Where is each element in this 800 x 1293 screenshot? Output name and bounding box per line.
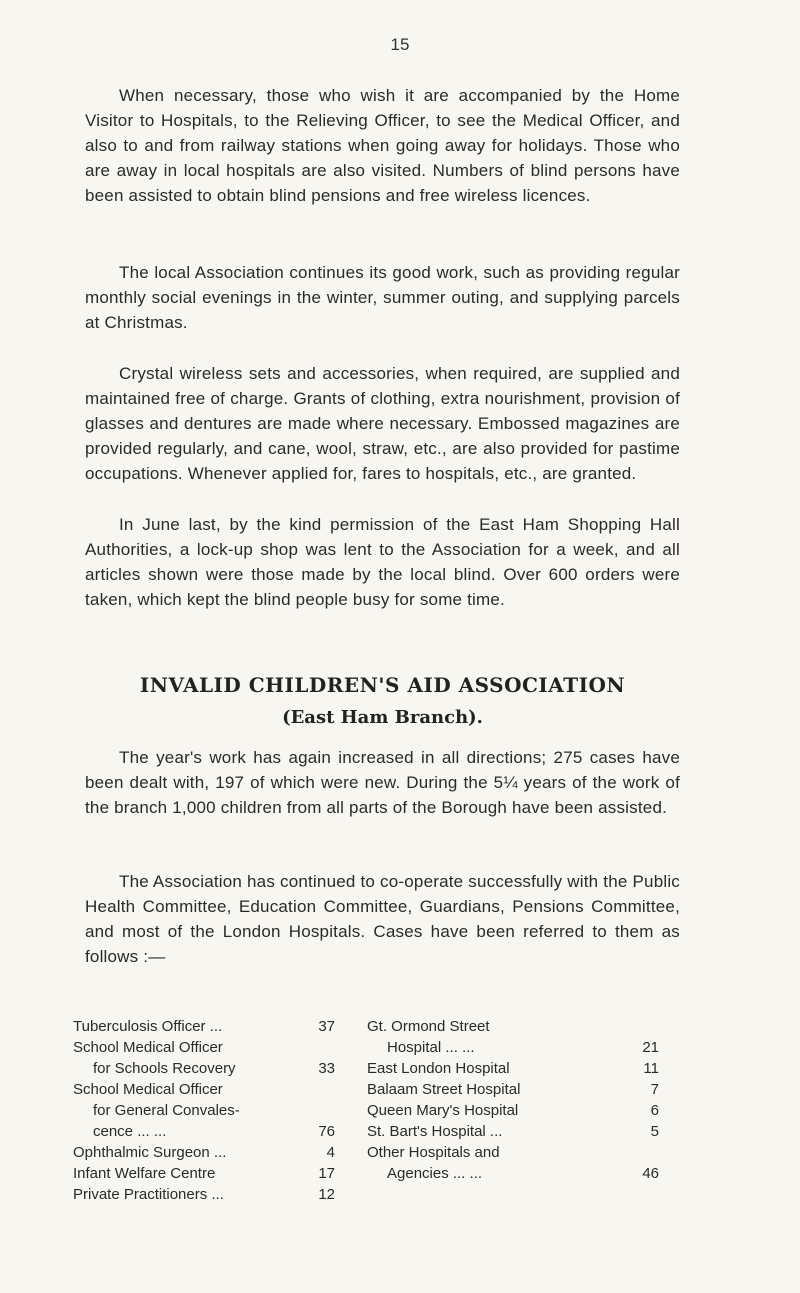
referral-entry [73,1163,335,1184]
referral-entry [73,1142,335,1163]
referral-name: School Medical Officer [73,1039,223,1056]
referral-name-cont: cence ... ... [93,1123,167,1140]
paragraph-home-visitor: When necessary, those who wish it are accompanied by the Home Visitor to Hospitals, to the Relieving Officer, to see the Medical Officer, and also to and from railway stations when going away for holidays. Those who are away in local hospitals are also visited. Numbers of blind persons have been assisted to obtain blind pensions and free wireless licences. [85,86,680,205]
referral-name: School Medical Officer [73,1081,223,1098]
referral-count: 17 [318,1165,335,1182]
referral-count: 7 [650,1081,659,1098]
referral-count: 11 [643,1060,659,1077]
referral-name-cont: for Schools Recovery [93,1060,236,1077]
section-title: INVALID CHILDREN'S AID ASSOCIATION [139,673,626,697]
referral-name-cont: Agencies ... ... [387,1165,483,1182]
referral-name: East London Hospital [367,1060,510,1077]
referral-count: 33 [318,1060,335,1077]
referral-count: 6 [650,1102,659,1119]
referral-name: Balaam Street Hospital [367,1081,521,1098]
referral-entry [367,1016,659,1058]
referral-name: Gt. Ormond Street [367,1018,490,1035]
referral-count: 46 [642,1165,659,1182]
referrals-right-column [367,1016,659,1184]
referral-entry [367,1121,659,1142]
paragraph-local-association: The local Association continues its good work, such as providing regular monthly social evenings in the winter, summer outing, and supplying parcels at Christmas. [85,263,680,332]
referral-name: Ophthalmic Surgeon ... [73,1144,227,1161]
referral-name: Other Hospitals and [367,1144,500,1161]
referral-entry [73,1016,335,1037]
referral-count: 4 [326,1144,335,1161]
paragraph-shopping-hall: In June last, by the kind permission of the East Ham Shopping Hall Authorities, a lock-up shop was lent to the Association for a week, and all articles shown were those made by the local blind. Over 600 orders were taken, which kept the blind people busy for some time. [85,515,680,609]
referral-name-cont: for General Convales- [93,1102,240,1119]
paragraph-cooperation: The Association has continued to co-operate successfully with the Public Health Committee, Education Committee, Guardians, Pensions Committee, and most of the London Hospitals. Cases have been referred to them as follows :— [85,872,680,966]
referral-count: 21 [642,1039,659,1056]
referrals-left-column [73,1016,335,1205]
referral-entry [367,1079,659,1100]
referral-count: 76 [318,1123,335,1140]
referral-name: Queen Mary's Hospital [367,1102,519,1119]
referral-entry [73,1079,335,1142]
referral-name: Private Practitioners ... [73,1186,224,1203]
referral-name: St. Bart's Hospital ... [367,1123,503,1140]
referral-name: Infant Welfare Centre [73,1165,216,1182]
referral-count: 37 [318,1018,335,1035]
referral-entry [73,1037,335,1079]
paragraph-crystal-wireless: Crystal wireless sets and accessories, when required, are supplied and maintained free of charge. Grants of clothing, extra nourishment, provision of glasses and dentures are made where necessary. Embossed magazines are provided regularly, and cane, wool, straw, etc., are also provided for pastime occupations. Whenever applied for, fares to hospitals, etc., are granted. [85,364,680,483]
referral-count: 12 [318,1186,335,1203]
page-number: 15 [390,35,410,54]
paragraph-years-work: The year's work has again increased in all directions; 275 cases have been dealt with, 197 of which were new. During the 5¼ years of the work of the branch 1,000 children from all parts of the Borough have been assisted. [85,748,680,817]
referral-entry [367,1058,659,1079]
referral-name: Tuberculosis Officer ... [73,1018,223,1035]
referral-name-cont: Hospital ... ... [387,1039,475,1056]
referral-entry [367,1142,659,1184]
referral-count: 5 [650,1123,659,1140]
referral-entry [73,1184,335,1205]
section-subtitle: (East Ham Branch). [282,707,483,728]
referral-entry [367,1100,659,1121]
